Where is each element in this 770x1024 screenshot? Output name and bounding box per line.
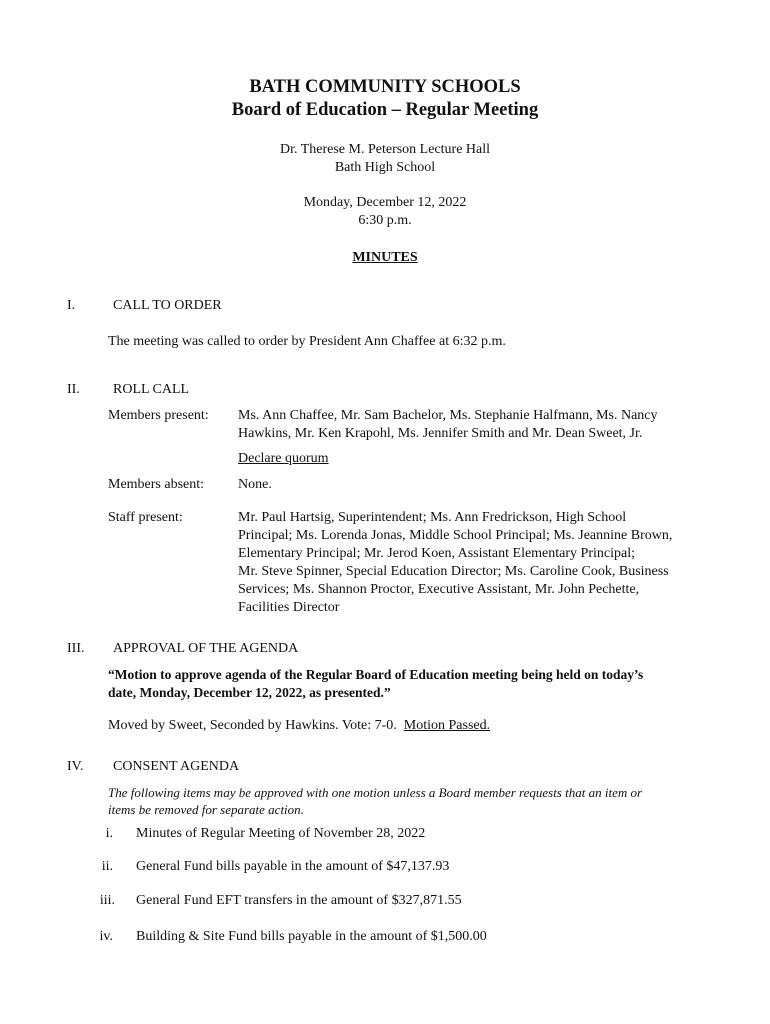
- location-line-1: Dr. Therese M. Peterson Lecture Hall: [279, 142, 491, 157]
- members-present-label: Members present:: [108, 408, 209, 423]
- declare-quorum: Declare quorum: [238, 451, 329, 466]
- consent-item-text: Building & Site Fund bills payable in the amount of $1,500.00: [136, 929, 487, 944]
- staff-line: Mr. Steve Spinner, Special Education Director; Ms. Caroline Cook, Business: [238, 564, 669, 579]
- consent-item-number: i.: [105, 826, 113, 841]
- agenda-vote-text: Moved by Sweet, Seconded by Hawkins. Vote: 7-0.: [108, 718, 397, 733]
- agenda-motion-result: Motion Passed.: [403, 718, 491, 733]
- meeting-title: Board of Education – Regular Meeting: [231, 100, 539, 120]
- staff-line: Facilities Director: [238, 600, 340, 615]
- minutes-heading: MINUTES: [352, 250, 418, 265]
- consent-note-line-1: The following items may be approved with one motion unless a Board member requests that an item or: [108, 785, 643, 800]
- location-line-2: Bath High School: [334, 160, 436, 175]
- members-absent-value: None.: [238, 477, 272, 492]
- staff-line: Mr. Paul Hartsig, Superintendent; Ms. Ann Fredrickson, High School: [238, 510, 627, 525]
- org-title: BATH COMMUNITY SCHOOLS: [249, 77, 521, 97]
- agenda-vote: [108, 717, 490, 735]
- meeting-time: 6:30 p.m.: [358, 213, 412, 228]
- consent-item-text: General Fund EFT transfers in the amount of $327,871.55: [136, 893, 462, 908]
- section-1-numeral: I.: [67, 298, 76, 313]
- section-3-numeral: III.: [67, 641, 85, 656]
- members-absent-label: Members absent:: [108, 477, 205, 492]
- section-3-title: APPROVAL OF THE AGENDA: [113, 641, 299, 656]
- staff-line: Principal; Ms. Lorenda Jonas, Middle School Principal; Ms. Jeannine Brown,: [238, 528, 673, 543]
- staff-line: Elementary Principal; Mr. Jerod Koen, Assistant Elementary Principal;: [238, 546, 635, 561]
- consent-item-text: Minutes of Regular Meeting of November 28, 2022: [136, 826, 426, 841]
- consent-item-text: General Fund bills payable in the amount of $47,137.93: [136, 859, 450, 874]
- agenda-motion-line-1: “Motion to approve agenda of the Regular Board of Education meeting being held on today’s: [108, 667, 644, 682]
- meeting-date: Monday, December 12, 2022: [303, 195, 467, 210]
- section-1-body: The meeting was called to order by President Ann Chaffee at 6:32 p.m.: [108, 334, 506, 349]
- consent-item-number: iv.: [99, 929, 113, 944]
- consent-item-number: ii.: [101, 859, 113, 874]
- section-1-title: CALL TO ORDER: [113, 298, 222, 313]
- members-present-line-1: Ms. Ann Chaffee, Mr. Sam Bachelor, Ms. Stephanie Halfmann, Ms. Nancy: [238, 408, 658, 423]
- consent-item-number: iii.: [99, 893, 115, 908]
- members-present-line-2: Hawkins, Mr. Ken Krapohl, Ms. Jennifer Smith and Mr. Dean Sweet, Jr.: [238, 426, 643, 441]
- section-4-numeral: IV.: [67, 759, 84, 774]
- agenda-motion-line-2: date, Monday, December 12, 2022, as presented.”: [108, 685, 391, 700]
- staff-present-label: Staff present:: [108, 510, 183, 525]
- staff-line: Services; Ms. Shannon Proctor, Executive Assistant, Mr. John Pechette,: [238, 582, 640, 597]
- consent-note-line-2: items be removed for separate action.: [108, 802, 304, 817]
- section-4-title: CONSENT AGENDA: [113, 759, 240, 774]
- section-2-numeral: II.: [67, 382, 80, 397]
- section-2-title: ROLL CALL: [113, 382, 190, 397]
